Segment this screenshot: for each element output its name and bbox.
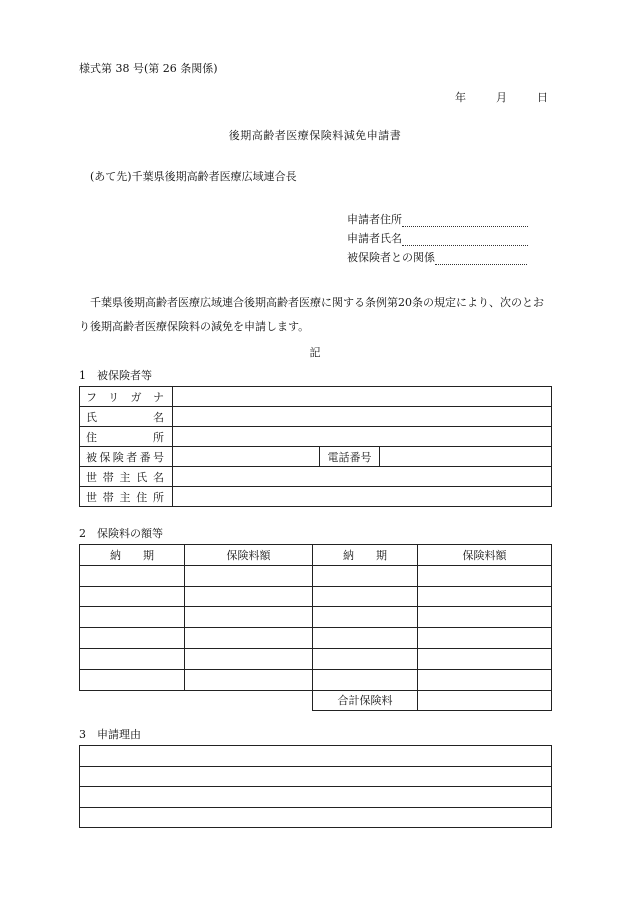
reason-line [80, 807, 552, 828]
applicant-name-label: 申請者氏名 [347, 232, 402, 245]
form-number: 様式第 38 号(第 26 条関係) [79, 62, 218, 75]
address-field[interactable] [173, 427, 552, 447]
name-field[interactable] [173, 407, 552, 427]
date-month-label: 月 [496, 91, 507, 104]
date-line [455, 89, 548, 105]
householder-name-row [80, 467, 552, 487]
insured-number-row [80, 447, 552, 467]
reason-line-field[interactable] [80, 787, 552, 808]
householder-address-label: 世帯主住所 [80, 487, 173, 507]
applicant-relation-label: 被保険者との関係 [347, 251, 435, 264]
period-cell[interactable] [313, 628, 418, 649]
table-row [80, 648, 552, 669]
section3-heading: 3 申請理由 [79, 728, 141, 741]
table-row [80, 607, 552, 628]
col-amount-1: 保険料額 [185, 545, 313, 566]
period-cell[interactable] [313, 586, 418, 607]
applicant-address-label: 申請者住所 [347, 213, 402, 226]
address-label: 住所 [80, 427, 173, 447]
amount-cell[interactable] [185, 586, 313, 607]
premium-table [79, 544, 552, 711]
amount-cell[interactable] [418, 565, 552, 586]
section1-heading: 1 被保険者等 [79, 369, 152, 382]
reason-line [80, 746, 552, 767]
name-label: 氏名 [80, 407, 173, 427]
insured-person-table [79, 386, 552, 507]
address-row [80, 427, 552, 447]
period-cell[interactable] [80, 648, 185, 669]
application-statement: 千葉県後期高齢者医療広域連合後期高齢者医療に関する条例第20条の規定により、次のとおり後期高齢者医療保険料の減免を申請します。 [79, 296, 544, 333]
reason-line-field[interactable] [80, 766, 552, 787]
col-period-1: 納 期 [80, 545, 185, 566]
householder-address-field[interactable] [173, 487, 552, 507]
householder-address-row [80, 487, 552, 507]
amount-cell[interactable] [185, 648, 313, 669]
applicant-name-field[interactable] [402, 234, 528, 246]
total-label: 合計保険料 [313, 690, 418, 711]
col-period-2: 納 期 [313, 545, 418, 566]
phone-field[interactable] [380, 447, 552, 467]
householder-name-label: 世帯主氏名 [80, 467, 173, 487]
period-cell[interactable] [313, 607, 418, 628]
period-cell[interactable] [80, 586, 185, 607]
amount-cell[interactable] [185, 565, 313, 586]
applicant-address-row [347, 211, 528, 227]
table-row [80, 565, 552, 586]
name-row [80, 407, 552, 427]
reason-line [80, 787, 552, 808]
section2-heading: 2 保険料の額等 [79, 527, 163, 540]
reason-line-field[interactable] [80, 746, 552, 767]
period-cell[interactable] [80, 669, 185, 690]
amount-cell[interactable] [418, 586, 552, 607]
furigana-row [80, 387, 552, 407]
amount-cell[interactable] [418, 669, 552, 690]
amount-cell[interactable] [185, 669, 313, 690]
blank-cell [185, 690, 313, 711]
table-row [80, 628, 552, 649]
phone-label: 電話番号 [320, 447, 380, 467]
householder-name-field[interactable] [173, 467, 552, 487]
col-amount-2: 保険料額 [418, 545, 552, 566]
applicant-relation-field[interactable] [435, 253, 527, 265]
period-cell[interactable] [80, 607, 185, 628]
total-amount-field[interactable] [418, 690, 552, 711]
reason-box [79, 745, 552, 828]
premium-header-row [80, 545, 552, 566]
table-row [80, 669, 552, 690]
amount-cell[interactable] [418, 628, 552, 649]
total-row [80, 690, 552, 711]
insured-number-label: 被保険者番号 [80, 447, 173, 467]
applicant-name-row [347, 230, 528, 246]
applicant-address-field[interactable] [402, 215, 528, 227]
period-cell[interactable] [80, 628, 185, 649]
ki-marker: 記 [309, 346, 321, 359]
recipient: (あて先)千葉県後期高齢者医療広域連合長 [90, 170, 297, 183]
date-year-label: 年 [455, 91, 466, 104]
amount-cell[interactable] [185, 607, 313, 628]
amount-cell[interactable] [185, 628, 313, 649]
date-day-label: 日 [537, 91, 548, 104]
amount-cell[interactable] [418, 607, 552, 628]
period-cell[interactable] [80, 565, 185, 586]
document-title: 後期高齢者医療保険料減免申請書 [228, 129, 402, 142]
furigana-field[interactable] [173, 387, 552, 407]
insured-number-field[interactable] [173, 447, 320, 467]
table-row [80, 586, 552, 607]
period-cell[interactable] [313, 565, 418, 586]
applicant-relation-row [347, 249, 527, 265]
furigana-label: フリガナ [80, 387, 173, 407]
amount-cell[interactable] [418, 648, 552, 669]
reason-line [80, 766, 552, 787]
reason-line-field[interactable] [80, 807, 552, 828]
blank-cell [80, 690, 185, 711]
period-cell[interactable] [313, 648, 418, 669]
period-cell[interactable] [313, 669, 418, 690]
